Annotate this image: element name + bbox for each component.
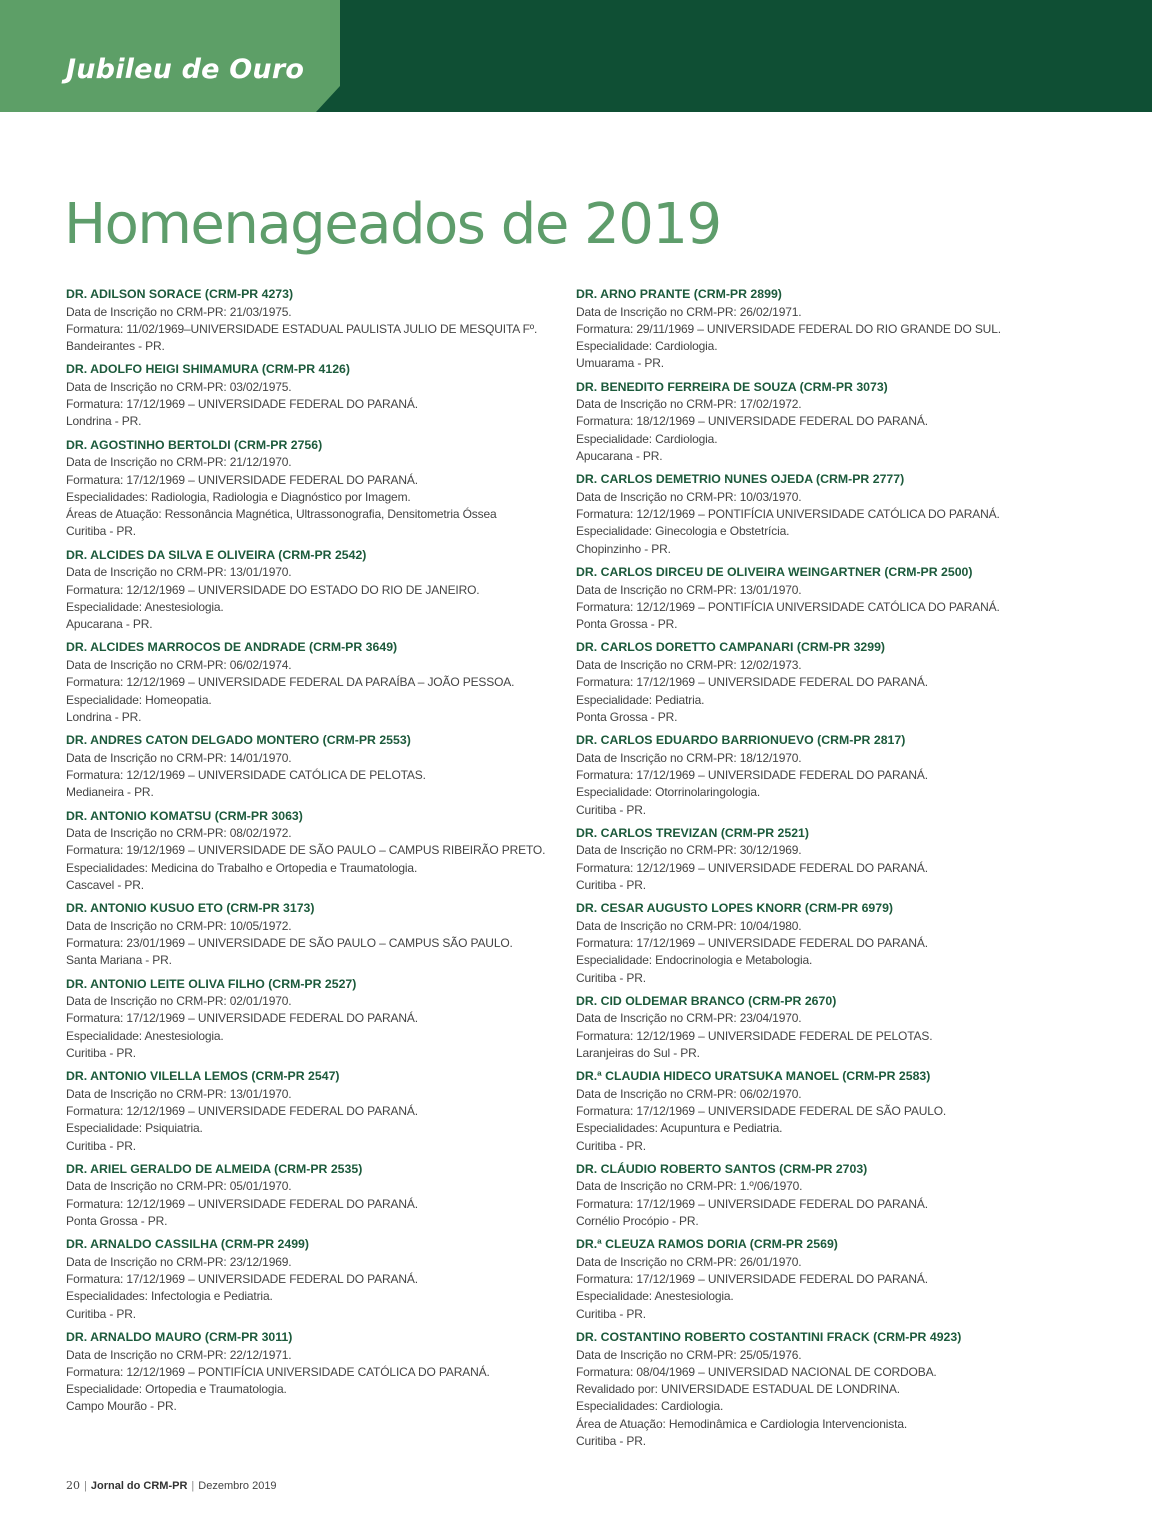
honoree-detail: Data de Inscrição no CRM-PR: 25/05/1976.	[576, 1347, 802, 1362]
right-column	[576, 286, 1116, 1456]
honoree-detail: Campo Mourão - PR.	[66, 1399, 177, 1414]
honoree-entry	[576, 1329, 1116, 1450]
honoree-detail: Formatura: 11/02/1969–UNIVERSIDADE ESTADUAL PAULISTA JULIO DE MESQUITA Fº.	[66, 321, 538, 336]
honoree-entry	[66, 437, 566, 541]
honoree-detail: Formatura: 12/12/1969 – UNIVERSIDADE FEDERAL DO PARANÁ.	[576, 860, 928, 875]
honoree-name: DR. CID OLDEMAR BRANCO (CRM-PR 2670)	[576, 993, 837, 1008]
honoree-detail: Formatura: 29/11/1969 – UNIVERSIDADE FEDERAL DO RIO GRANDE DO SUL.	[576, 321, 1001, 336]
honoree-detail: Laranjeiras do Sul - PR.	[576, 1046, 700, 1060]
footer-separator: |	[84, 1480, 87, 1492]
honoree-detail: Data de Inscrição no CRM-PR: 21/12/1970.	[66, 455, 292, 470]
honoree-detail: Data de Inscrição no CRM-PR: 03/02/1975.	[66, 379, 292, 394]
honoree-detail: Formatura: 17/12/1969 – UNIVERSIDADE FEDERAL DO PARANÁ.	[576, 936, 928, 951]
honoree-detail: Formatura: 12/12/1969 – UNIVERSIDADE FEDERAL DO PARANÁ.	[66, 1196, 418, 1211]
honoree-entry	[576, 1236, 1116, 1323]
honoree-name: DR. ARNO PRANTE (CRM-PR 2899)	[576, 287, 782, 301]
honoree-name: DR. CARLOS EDUARDO BARRIONUEVO (CRM-PR 2817)	[576, 733, 906, 748]
honoree-detail: Umuarama - PR.	[576, 356, 664, 371]
honoree-entry	[576, 1161, 1116, 1230]
honoree-detail: Data de Inscrição no CRM-PR: 10/05/1972.	[66, 918, 292, 933]
honoree-name: DR. AGOSTINHO BERTOLDI (CRM-PR 2756)	[66, 437, 323, 452]
honoree-detail: Especialidades: Infectologia e Pediatria.	[66, 1289, 273, 1304]
honoree-detail: Data de Inscrição no CRM-PR: 06/02/1970.	[576, 1086, 802, 1101]
honoree-detail: Formatura: 08/04/1969 – UNIVERSIDAD NACIONAL DE CORDOBA.	[576, 1364, 937, 1379]
honoree-detail: Apucarana - PR.	[576, 449, 663, 464]
honoree-detail: Data de Inscrição no CRM-PR: 05/01/1970.	[66, 1179, 292, 1194]
honoree-name: DR. ARNALDO MAURO (CRM-PR 3011)	[66, 1330, 293, 1345]
honoree-detail: Especialidade: Cardiologia.	[576, 339, 718, 354]
honoree-detail: Data de Inscrição no CRM-PR: 08/02/1972.	[66, 826, 292, 841]
honoree-detail: Curitiba - PR.	[576, 970, 646, 985]
honoree-detail: Formatura: 19/12/1969 – UNIVERSIDADE DE SÃO PAULO – CAMPUS RIBEIRÃO PRETO.	[66, 843, 546, 858]
page-footer	[66, 1478, 277, 1494]
honoree-entry	[66, 976, 566, 1063]
honoree-detail: Formatura: 12/12/1969 – UNIVERSIDADE DO ESTADO DO RIO DE JANEIRO.	[66, 582, 480, 597]
honoree-name: DR. ADILSON SORACE (CRM-PR 4273)	[66, 287, 294, 301]
honoree-detail: Data de Inscrição no CRM-PR: 06/02/1974.	[66, 657, 292, 672]
issue-date: Dezembro 2019	[198, 1480, 277, 1492]
section-title: Jubileu de Ouro	[66, 54, 305, 85]
honoree-detail: Especialidade: Homeopatia.	[66, 692, 212, 707]
honoree-name: DR. ARNALDO CASSILHA (CRM-PR 2499)	[66, 1237, 309, 1252]
honoree-name: DR. ANTONIO KOMATSU (CRM-PR 3063)	[66, 808, 303, 823]
honoree-detail: Formatura: 12/12/1969 – UNIVERSIDADE FEDERAL DE PELOTAS.	[576, 1028, 933, 1043]
header-bar	[0, 0, 1152, 112]
honoree-detail: Curitiba - PR.	[66, 524, 136, 539]
honoree-entry	[576, 379, 1116, 466]
honoree-detail: Data de Inscrição no CRM-PR: 26/02/1971.	[576, 304, 802, 319]
honoree-detail: Especialidade: Anestesiologia.	[66, 599, 224, 614]
honoree-detail: Data de Inscrição no CRM-PR: 02/01/1970.	[66, 994, 292, 1009]
honoree-detail: Data de Inscrição no CRM-PR: 23/12/1969.	[66, 1254, 292, 1269]
honoree-name: DR. ALCIDES DA SILVA E OLIVEIRA (CRM-PR 2542)	[66, 547, 367, 562]
honoree-detail: Formatura: 17/12/1969 – UNIVERSIDADE FEDERAL DO PARANÁ.	[576, 1272, 928, 1287]
honoree-detail: Formatura: 17/12/1969 – UNIVERSIDADE FEDERAL DO PARANÁ.	[66, 472, 418, 487]
honoree-detail: Data de Inscrição no CRM-PR: 13/01/1970.	[576, 582, 802, 597]
honoree-detail: Curitiba - PR.	[66, 1138, 136, 1153]
honoree-detail: Curitiba - PR.	[576, 1306, 646, 1321]
honoree-detail: Data de Inscrição no CRM-PR: 12/02/1973.	[576, 657, 802, 672]
honoree-detail: Formatura: 12/12/1969 – PONTIFÍCIA UNIVERSIDADE CATÓLICA DO PARANÁ.	[66, 1364, 490, 1379]
honoree-detail: Data de Inscrição no CRM-PR: 10/04/1980.	[576, 918, 802, 933]
honoree-detail: Data de Inscrição no CRM-PR: 13/01/1970.	[66, 565, 292, 580]
honoree-detail: Especialidade: Psiquiatria.	[66, 1121, 203, 1136]
honoree-name: DR.ª CLEUZA RAMOS DORIA (CRM-PR 2569)	[576, 1237, 838, 1252]
honoree-name: DR. ANTONIO VILELLA LEMOS (CRM-PR 2547)	[66, 1069, 340, 1084]
honoree-detail: Formatura: 23/01/1969 – UNIVERSIDADE DE SÃO PAULO – CAMPUS SÃO PAULO.	[66, 936, 513, 951]
honoree-entry	[66, 639, 566, 726]
honoree-detail: Especialidades: Acupuntura e Pediatria.	[576, 1121, 783, 1136]
honoree-entry	[66, 1068, 566, 1155]
honoree-detail: Formatura: 17/12/1969 – UNIVERSIDADE FEDERAL DO PARANÁ.	[576, 767, 928, 782]
honoree-detail: Formatura: 12/12/1969 – PONTIFÍCIA UNIVERSIDADE CATÓLICA DO PARANÁ.	[576, 599, 1000, 614]
honoree-name: DR. CARLOS TREVIZAN (CRM-PR 2521)	[576, 825, 809, 840]
honoree-detail: Formatura: 17/12/1969 – UNIVERSIDADE FEDERAL DO PARANÁ.	[576, 675, 928, 690]
honoree-name: DR. ALCIDES MARROCOS DE ANDRADE (CRM-PR 3649)	[66, 640, 398, 655]
honoree-detail: Especialidade: Anestesiologia.	[66, 1028, 224, 1043]
honoree-detail: Áreas de Atuação: Ressonância Magnética, Ultrassonografia, Densitometria Óssea	[66, 507, 497, 522]
honoree-detail: Especialidade: Otorrinolaringologia.	[576, 785, 761, 800]
honoree-entry	[576, 900, 1116, 987]
honoree-entry	[576, 564, 1116, 633]
honoree-name: DR. COSTANTINO ROBERTO COSTANTINI FRACK (CRM-PR 4923)	[576, 1330, 962, 1345]
honoree-name: DR. CARLOS DIRCEU DE OLIVEIRA WEINGARTNER (CRM-PR 2500)	[576, 565, 973, 580]
honoree-detail: Curitiba - PR.	[576, 877, 646, 892]
honoree-detail: Curitiba - PR.	[576, 1138, 646, 1153]
honoree-name: DR. ARIEL GERALDO DE ALMEIDA (CRM-PR 2535)	[66, 1161, 363, 1176]
honoree-detail: Especialidade: Ginecologia e Obstetrícia.	[576, 524, 790, 539]
honoree-detail: Formatura: 17/12/1969 – UNIVERSIDADE FEDERAL DO PARANÁ.	[576, 1196, 928, 1211]
honoree-entry	[576, 471, 1116, 558]
honoree-name: DR.ª CLAUDIA HIDECO URATSUKA MANOEL (CRM-PR 2583)	[576, 1069, 931, 1084]
honoree-detail: Data de Inscrição no CRM-PR: 26/01/1970.	[576, 1254, 802, 1269]
honoree-detail: Formatura: 12/12/1969 – UNIVERSIDADE FEDERAL DO PARANÁ.	[66, 1104, 418, 1119]
honoree-detail: Área de Atuação: Hemodinâmica e Cardiologia Intervencionista.	[576, 1416, 908, 1431]
honoree-detail: Curitiba - PR.	[66, 1046, 136, 1060]
honoree-detail: Especialidade: Pediatria.	[576, 692, 705, 707]
honoree-detail: Especialidade: Anestesiologia.	[576, 1289, 734, 1304]
honoree-detail: Data de Inscrição no CRM-PR: 21/03/1975.	[66, 304, 292, 319]
honoree-entry	[66, 547, 566, 634]
honoree-name: DR. ADOLFO HEIGI SHIMAMURA (CRM-PR 4126)	[66, 362, 350, 377]
honoree-entry	[576, 732, 1116, 819]
footer-separator: |	[191, 1480, 195, 1492]
honoree-detail: Santa Mariana - PR.	[66, 953, 172, 968]
honoree-detail: Formatura: 17/12/1969 – UNIVERSIDADE FEDERAL DO PARANÁ.	[66, 1011, 418, 1026]
honoree-detail: Cornélio Procópio - PR.	[576, 1214, 699, 1229]
journal-name: Jornal do CRM-PR	[90, 1480, 188, 1492]
honoree-name: DR. CLÁUDIO ROBERTO SANTOS (CRM-PR 2703)	[576, 1161, 868, 1176]
honoree-detail: Especialidades: Medicina do Trabalho e Ortopedia e Traumatologia.	[66, 860, 418, 875]
honoree-detail: Especialidades: Cardiologia.	[576, 1399, 724, 1414]
honoree-entry	[66, 361, 566, 430]
honoree-detail: Especialidades: Radiologia, Radiologia e Diagnóstico por Imagem.	[66, 489, 411, 504]
honoree-detail: Londrina - PR.	[66, 709, 142, 724]
honoree-name: DR. ANTONIO LEITE OLIVA FILHO (CRM-PR 2527)	[66, 976, 357, 991]
honoree-detail: Especialidade: Ortopedia e Traumatologia.	[66, 1382, 287, 1397]
honoree-detail: Medianeira - PR.	[66, 785, 154, 800]
honoree-name: DR. ANTONIO KUSUO ETO (CRM-PR 3173)	[66, 901, 315, 916]
honoree-detail: Data de Inscrição no CRM-PR: 13/01/1970.	[66, 1086, 292, 1101]
honoree-detail: Formatura: 17/12/1969 – UNIVERSIDADE FEDERAL DE SÃO PAULO.	[576, 1104, 947, 1119]
honoree-detail: Revalidado por: UNIVERSIDADE ESTADUAL DE LONDRINA.	[576, 1382, 900, 1397]
honoree-detail: Chopinzinho - PR.	[576, 541, 671, 556]
honoree-name: DR. BENEDITO FERREIRA DE SOUZA (CRM-PR 3073)	[576, 379, 888, 394]
honoree-detail: Cascavel - PR.	[66, 877, 144, 892]
left-column	[66, 286, 566, 1422]
honoree-name: DR. CARLOS DEMETRIO NUNES OJEDA (CRM-PR 2777)	[576, 472, 905, 487]
honoree-entry	[576, 993, 1116, 1062]
honoree-entry	[576, 286, 1116, 373]
honoree-name: DR. CESAR AUGUSTO LOPES KNORR (CRM-PR 6979)	[576, 901, 894, 916]
honoree-name: DR. ANDRES CATON DELGADO MONTERO (CRM-PR 2553)	[66, 733, 411, 748]
honoree-detail: Ponta Grossa - PR.	[576, 617, 678, 632]
honoree-detail: Ponta Grossa - PR.	[576, 709, 678, 724]
honoree-detail: Especialidade: Endocrinologia e Metabologia.	[576, 953, 813, 968]
honoree-detail: Apucarana - PR.	[66, 617, 153, 632]
honoree-detail: Formatura: 17/12/1969 – UNIVERSIDADE FEDERAL DO PARANÁ.	[66, 1272, 418, 1287]
honoree-detail: Data de Inscrição no CRM-PR: 1.º/06/1970.	[576, 1179, 803, 1194]
honoree-detail: Formatura: 17/12/1969 – UNIVERSIDADE FEDERAL DO PARANÁ.	[66, 397, 418, 412]
honoree-detail: Ponta Grossa - PR.	[66, 1214, 168, 1229]
honoree-detail: Especialidade: Cardiologia.	[576, 431, 718, 446]
honoree-detail: Formatura: 12/12/1969 – PONTIFÍCIA UNIVERSIDADE CATÓLICA DO PARANÁ.	[576, 507, 1000, 522]
honoree-detail: Data de Inscrição no CRM-PR: 10/03/1970.	[576, 489, 802, 504]
honoree-detail: Formatura: 12/12/1969 – UNIVERSIDADE CATÓLICA DE PELOTAS.	[66, 767, 426, 782]
honoree-detail: Data de Inscrição no CRM-PR: 23/04/1970.	[576, 1011, 802, 1026]
page-title: Homenageados de 2019	[64, 192, 721, 257]
honoree-detail: Bandeirantes - PR.	[66, 339, 165, 354]
honoree-detail: Formatura: 12/12/1969 – UNIVERSIDADE FEDERAL DA PARAÍBA – JOÃO PESSOA.	[66, 675, 515, 690]
honoree-entry	[66, 286, 566, 355]
honoree-entry	[66, 900, 566, 969]
honoree-detail: Curitiba - PR.	[66, 1306, 136, 1321]
honoree-entry	[66, 732, 566, 801]
honoree-entry	[576, 1068, 1116, 1155]
honoree-detail: Formatura: 18/12/1969 – UNIVERSIDADE FEDERAL DO PARANÁ.	[576, 414, 928, 429]
honoree-entry	[66, 1236, 566, 1323]
honoree-detail: Data de Inscrição no CRM-PR: 17/02/1972.	[576, 397, 802, 412]
honoree-detail: Data de Inscrição no CRM-PR: 30/12/1969.	[576, 843, 802, 858]
honoree-detail: Data de Inscrição no CRM-PR: 18/12/1970.	[576, 750, 802, 765]
honoree-entry	[66, 1329, 566, 1416]
honoree-entry	[576, 825, 1116, 894]
honoree-detail: Curitiba - PR.	[576, 802, 646, 817]
page-number: 20	[66, 1479, 80, 1492]
honoree-entry	[66, 1161, 566, 1230]
honoree-name: DR. CARLOS DORETTO CAMPANARI (CRM-PR 3299)	[576, 640, 886, 655]
honoree-detail: Data de Inscrição no CRM-PR: 14/01/1970.	[66, 750, 292, 765]
honoree-entry	[66, 808, 566, 895]
honoree-detail: Londrina - PR.	[66, 414, 142, 429]
honoree-detail: Curitiba - PR.	[576, 1434, 646, 1449]
honoree-entry	[576, 639, 1116, 726]
honoree-detail: Data de Inscrição no CRM-PR: 22/12/1971.	[66, 1347, 292, 1362]
